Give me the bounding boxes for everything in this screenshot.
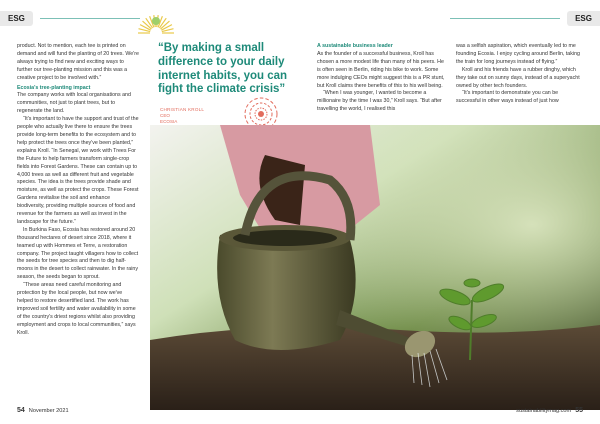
paragraph: In Burkina Faso, Ecosia has restored around 20 thousand hectares of desert since 2018, where it teamed up with Hommes et Terre, a restoration company. The project taught villagers how to collect the seeds for tree species and then to dig half-moons in the desert to collect rainwater. In the rainy season, the seeds began to sprout. — [17, 226, 139, 281]
site-url: sustainabilitymag.com — [516, 408, 572, 414]
paragraph: The company works with local organisations and communities, not just to plant trees, but to regenerate the land. — [17, 92, 131, 115]
watering-can-photo — [150, 125, 600, 410]
pull-quote: “By making a small difference to your daily internet habits, you can fight the climate crisis” — [158, 42, 288, 96]
paragraph: “When I was younger, I wanted to become a millionaire by the time I was 30,” Kroll says. “But after travelling the world, I realised this — [317, 90, 442, 113]
tab-rule-left — [40, 18, 140, 19]
subheading: A sustainable business leader — [317, 43, 393, 49]
paragraph: product. Not to mention, each tee is printed on demand and will fund the planting of 20 trees. We're always trying to find new and exciting ways to further our tree-planting mission and this was a creative project to be involved with.” — [17, 43, 139, 81]
paragraph: “It's important to demonstrate you can be successful in other ways instead of just how — [456, 90, 559, 105]
paragraph: Kroll and his friends have a rubber dinghy, which they take out on sunny days, instead of a superyacht owned by other tech founders. — [456, 66, 580, 89]
subheading: Ecosia's tree-planting impact — [17, 84, 91, 91]
section-tab-right: ESG — [567, 11, 600, 26]
credit-company: ECOSIA — [160, 119, 178, 124]
tab-rule-right — [450, 18, 560, 19]
text-column-3 — [317, 43, 445, 114]
quote-credit-role — [160, 113, 177, 125]
paragraph: was a selfish aspiration, which eventually led to me founding Ecosia. I enjoy cycling around Berlin, taking the train for long journeys instead of flying.” — [456, 43, 580, 65]
issue-date: November 2021 — [28, 408, 69, 414]
section-tab-left: ESG — [0, 11, 33, 26]
paragraph: As the founder of a successful business, Kroll has chosen a more modest life than many of his peers. He is often seen in Berlin, riding his bike to work. Some more indulging CEOs might suggest this is a PR stunt, but Kroll claims there benefits of this to his well being. — [317, 50, 445, 89]
text-column-1 — [17, 43, 139, 338]
page-number-right: 55 — [575, 407, 583, 414]
quote-credit-name: CHRISTIAN KROLL — [160, 107, 205, 112]
sunburst-icon — [135, 2, 177, 40]
paragraph: “It's important to have the support and trust of the people who actually live there to ensure the trees provide long-term benefits to the ecosystem and to help protect the trees once they've been planted,” explains Kroll. “In Senegal, we work with Trees For the Future to help farmers transform single-crop fields into Forest Gardens. These can contain up to 4,000 trees as well as different fruit and vegetable species. The idea is the trees provide shade and moisture, as well as protect the crops. These Forest Gardens revitalise the soil and enhance biodiversity, providing multiple sources of food and revenue for the farmers as well as invest in the landscape for the future.” — [17, 116, 139, 225]
folio-right — [516, 407, 583, 414]
text-column-4 — [456, 43, 584, 106]
credit-title: CEO — [160, 113, 170, 118]
page-number-left: 54 — [17, 407, 25, 414]
paragraph: “These areas need careful monitoring and protection by the local people, but now we've helped to restore desertified land. The work has improved soil fertility and water availability in some of the country's driest regions whilst also providing employment and crops to local communities,” says Kroll. — [17, 282, 136, 336]
folio-left — [17, 407, 69, 414]
